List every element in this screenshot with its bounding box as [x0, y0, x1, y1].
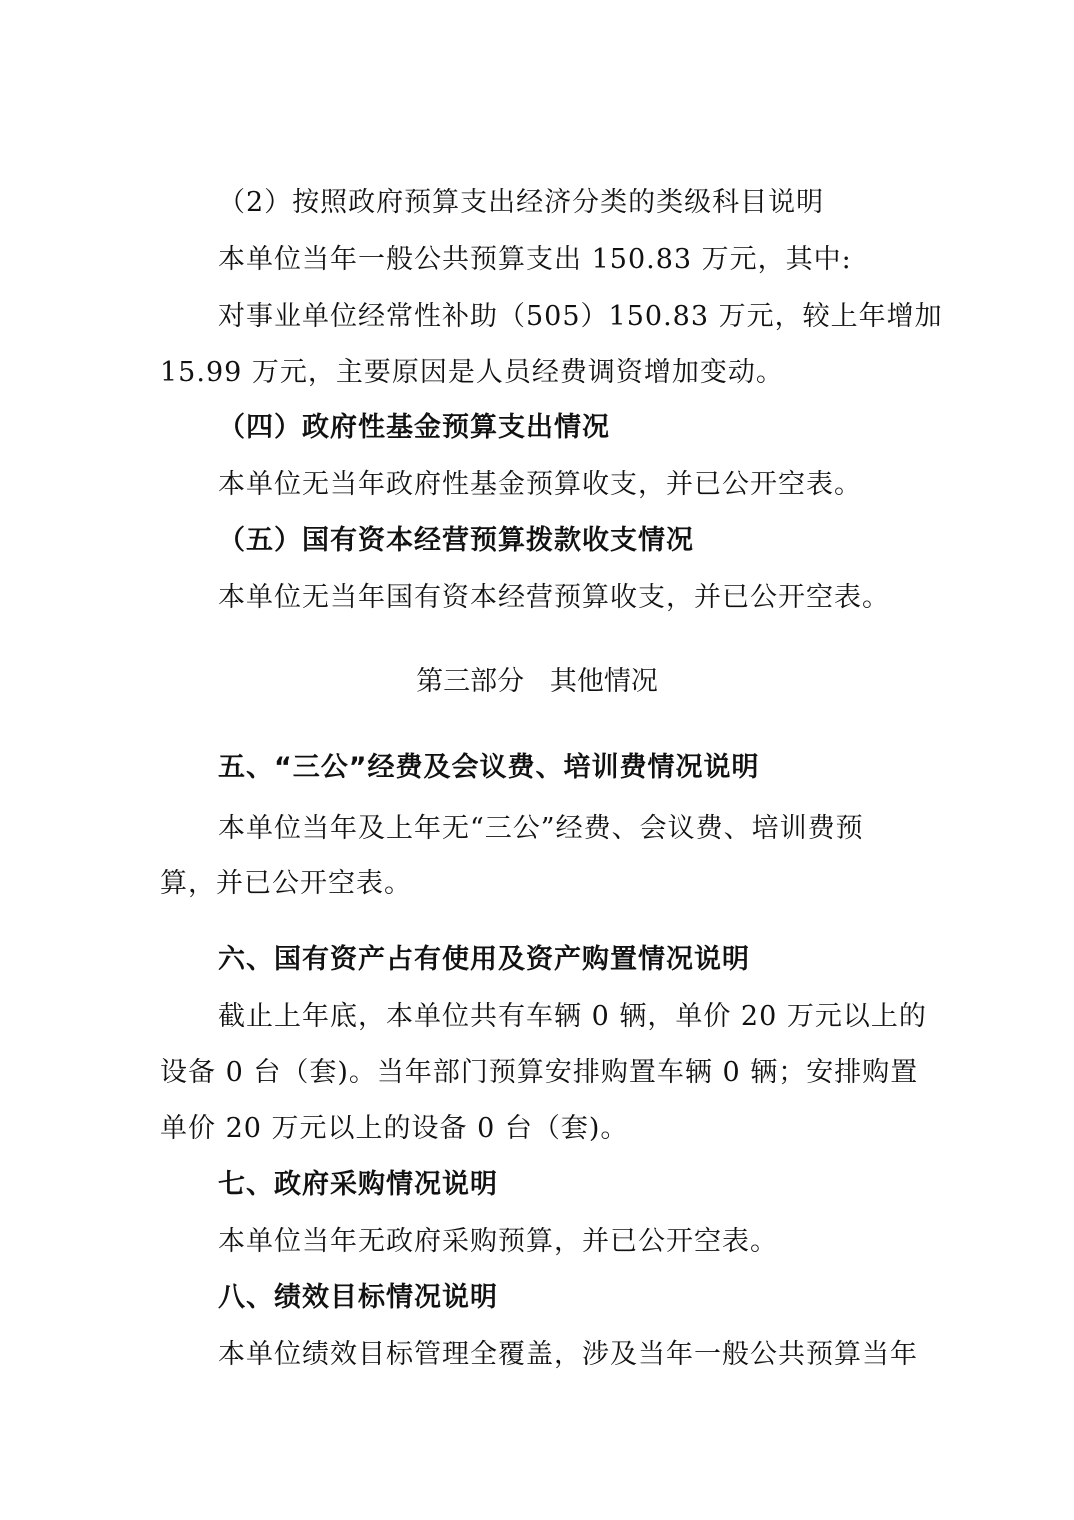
section-heading-government-procurement: 七、政府采购情况说明	[218, 1169, 498, 1200]
subsection-heading-economic-classification: （2）按照政府预算支出经济分类的类级科目说明	[218, 187, 825, 218]
section-heading-government-fund: （四）政府性基金预算支出情况	[218, 412, 610, 443]
body-text-three-public-line2: 算，并已公开空表。	[160, 868, 412, 899]
part-three-title: 第三部分 其他情况	[416, 666, 658, 697]
body-text-state-capital: 本单位无当年国有资本经营预算收支，并已公开空表。	[218, 582, 890, 613]
body-text-expenditure-total: 本单位当年一般公共预算支出 150.83 万元，其中:	[218, 244, 852, 275]
body-text-subsidy-line1: 对事业单位经常性补助（505）150.83 万元，较上年增加	[218, 301, 943, 332]
body-text-government-fund: 本单位无当年政府性基金预算收支，并已公开空表。	[218, 469, 862, 500]
section-heading-state-assets: 六、国有资产占有使用及资产购置情况说明	[218, 944, 750, 975]
body-text-state-assets-line3: 单价 20 万元以上的设备 0 台（套)。	[160, 1113, 629, 1144]
body-text-government-procurement: 本单位当年无政府采购预算，并已公开空表。	[218, 1226, 778, 1257]
section-heading-three-public-expenses: 五、“三公”经费及会议费、培训费情况说明	[218, 752, 760, 783]
section-heading-state-capital: （五）国有资本经营预算拨款收支情况	[218, 525, 694, 556]
section-heading-performance-goals: 八、绩效目标情况说明	[218, 1282, 498, 1313]
body-text-subsidy-line2: 15.99 万元，主要原因是人员经费调资增加变动。	[160, 357, 784, 388]
body-text-performance-goals: 本单位绩效目标管理全覆盖，涉及当年一般公共预算当年	[218, 1339, 918, 1370]
body-text-state-assets-line1: 截止上年底，本单位共有车辆 0 辆，单价 20 万元以上的	[218, 1001, 927, 1032]
body-text-state-assets-line2: 设备 0 台（套)。当年部门预算安排购置车辆 0 辆；安排购置	[160, 1057, 919, 1088]
body-text-three-public-line1: 本单位当年及上年无“三公”经费、会议费、培训费预	[218, 813, 864, 844]
